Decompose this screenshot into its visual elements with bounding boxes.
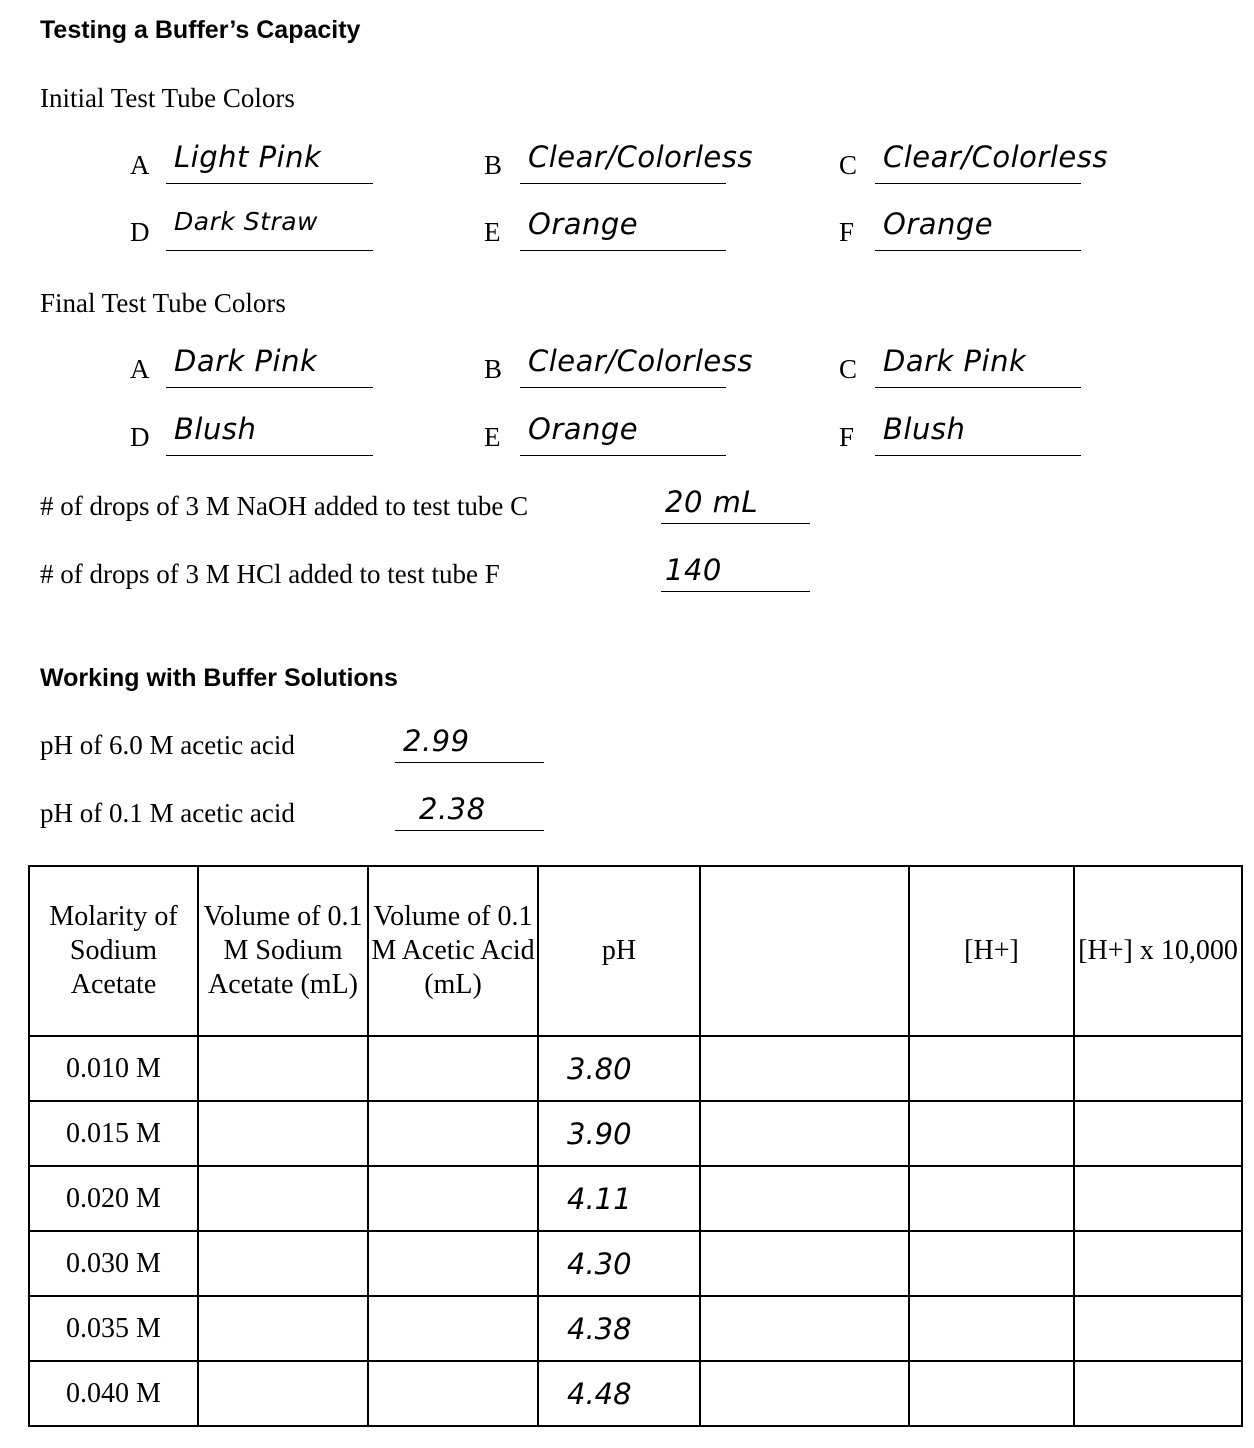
final-color-a-value: Dark Pink <box>174 344 318 378</box>
initial-color-c-value: Clear/Colorless <box>883 140 1108 174</box>
initial-color-a[interactable] <box>130 140 373 184</box>
naoh-drops-field[interactable] <box>661 483 810 524</box>
hcl-drops-value: 140 <box>665 553 722 587</box>
molarity-cell: 0.015 M <box>29 1101 198 1166</box>
tube-letter: A <box>130 150 150 180</box>
empty-cell[interactable] <box>1074 1166 1242 1231</box>
ph-01m-acetic-field[interactable] <box>395 790 544 831</box>
table-row <box>29 1101 1242 1166</box>
ph-cell: 3.80 <box>538 1036 700 1101</box>
hcl-drops-label: # of drops of 3 M HCl added to test tube F <box>40 559 500 589</box>
final-color-b-value: Clear/Colorless <box>528 344 753 378</box>
tube-letter: F <box>839 422 855 452</box>
section-title-buffer-solutions: Working with Buffer Solutions <box>40 664 398 692</box>
empty-cell[interactable] <box>368 1101 538 1166</box>
final-color-e-value: Orange <box>528 412 639 446</box>
table-row <box>29 1296 1242 1361</box>
initial-color-e-value: Orange <box>528 207 639 241</box>
empty-cell[interactable] <box>368 1361 538 1426</box>
initial-color-b-value: Clear/Colorless <box>528 140 753 174</box>
empty-cell[interactable] <box>909 1036 1074 1101</box>
tube-letter: D <box>130 217 150 247</box>
header-molarity: Molarity of Sodium Acetate <box>29 866 198 1036</box>
ph-6m-acetic-field[interactable] <box>395 722 544 763</box>
final-color-b[interactable] <box>484 344 753 388</box>
empty-cell[interactable] <box>368 1036 538 1101</box>
molarity-cell: 0.040 M <box>29 1361 198 1426</box>
initial-color-d-value: Dark Straw <box>174 207 318 236</box>
header-blank <box>700 866 909 1036</box>
ph-01m-acetic-value: 2.38 <box>419 792 486 826</box>
molarity-cell: 0.035 M <box>29 1296 198 1361</box>
tube-letter: D <box>130 422 150 452</box>
final-color-d-value: Blush <box>174 412 257 446</box>
empty-cell[interactable] <box>909 1101 1074 1166</box>
table-row <box>29 1166 1242 1231</box>
empty-cell[interactable] <box>700 1166 909 1231</box>
empty-cell[interactable] <box>198 1231 368 1296</box>
empty-cell[interactable] <box>909 1166 1074 1231</box>
initial-color-f-value: Orange <box>883 207 994 241</box>
empty-cell[interactable] <box>368 1231 538 1296</box>
table-row <box>29 1231 1242 1296</box>
empty-cell[interactable] <box>909 1361 1074 1426</box>
tube-letter: B <box>484 354 503 384</box>
final-color-a[interactable] <box>130 344 373 388</box>
ph-cell: 4.38 <box>538 1296 700 1361</box>
final-color-e[interactable] <box>484 412 726 456</box>
tube-letter: E <box>484 422 501 452</box>
empty-cell[interactable] <box>700 1036 909 1101</box>
empty-cell[interactable] <box>700 1361 909 1426</box>
final-color-d[interactable] <box>130 412 373 456</box>
empty-cell[interactable] <box>198 1296 368 1361</box>
empty-cell[interactable] <box>1074 1361 1242 1426</box>
empty-cell[interactable] <box>1074 1101 1242 1166</box>
header-h-times-10000: [H+] x 10,000 <box>1074 866 1242 1036</box>
header-h-concentration: [H+] <box>909 866 1074 1036</box>
empty-cell[interactable] <box>909 1296 1074 1361</box>
final-colors-label: Final Test Tube Colors <box>40 288 286 318</box>
header-volume-sodium-acetate: Volume of 0.1 M Sodium Acetate (mL) <box>198 866 368 1036</box>
tube-letter: C <box>839 150 858 180</box>
initial-color-f[interactable] <box>839 207 1081 251</box>
empty-cell[interactable] <box>1074 1296 1242 1361</box>
ph-cell: 4.30 <box>538 1231 700 1296</box>
empty-cell[interactable] <box>700 1101 909 1166</box>
initial-colors-label: Initial Test Tube Colors <box>40 83 295 113</box>
molarity-cell: 0.030 M <box>29 1231 198 1296</box>
tube-letter: B <box>484 150 503 180</box>
empty-cell[interactable] <box>909 1231 1074 1296</box>
ph-6m-acetic-value: 2.99 <box>403 724 470 758</box>
table-row <box>29 1361 1242 1426</box>
tube-letter: A <box>130 354 150 384</box>
tube-letter: F <box>839 217 855 247</box>
naoh-drops-value: 20 mL <box>665 485 759 519</box>
initial-color-c[interactable] <box>839 140 1108 184</box>
empty-cell[interactable] <box>198 1036 368 1101</box>
header-volume-acetic-acid: Volume of 0.1 M Acetic Acid (mL) <box>368 866 538 1036</box>
ph-cell: 4.48 <box>538 1361 700 1426</box>
naoh-drops-label: # of drops of 3 M NaOH added to test tube C <box>40 491 529 521</box>
initial-color-b[interactable] <box>484 140 753 184</box>
empty-cell[interactable] <box>198 1166 368 1231</box>
final-color-c[interactable] <box>839 344 1081 388</box>
final-color-f[interactable] <box>839 412 1081 456</box>
ph-cell: 4.11 <box>538 1166 700 1231</box>
ph-01m-acetic-label: pH of 0.1 M acetic acid <box>40 798 295 828</box>
empty-cell[interactable] <box>1074 1036 1242 1101</box>
initial-color-a-value: Light Pink <box>174 140 322 174</box>
table-row <box>29 1036 1242 1101</box>
initial-color-d[interactable] <box>130 207 373 251</box>
empty-cell[interactable] <box>1074 1231 1242 1296</box>
molarity-cell: 0.020 M <box>29 1166 198 1231</box>
header-ph: pH <box>538 866 700 1036</box>
empty-cell[interactable] <box>368 1166 538 1231</box>
molarity-cell: 0.010 M <box>29 1036 198 1101</box>
final-color-c-value: Dark Pink <box>883 344 1027 378</box>
empty-cell[interactable] <box>368 1296 538 1361</box>
empty-cell[interactable] <box>700 1296 909 1361</box>
empty-cell[interactable] <box>700 1231 909 1296</box>
tube-letter: C <box>839 354 858 384</box>
final-color-f-value: Blush <box>883 412 966 446</box>
hcl-drops-field[interactable] <box>661 551 810 592</box>
ph-cell: 3.90 <box>538 1101 700 1166</box>
initial-color-e[interactable] <box>484 207 726 251</box>
empty-cell[interactable] <box>198 1101 368 1166</box>
table-header-row <box>29 866 1242 1036</box>
buffer-data-table <box>28 865 1243 1427</box>
tube-letter: E <box>484 217 501 247</box>
empty-cell[interactable] <box>198 1361 368 1426</box>
section-title-buffer-capacity: Testing a Buffer’s Capacity <box>40 16 361 44</box>
ph-6m-acetic-label: pH of 6.0 M acetic acid <box>40 730 295 760</box>
